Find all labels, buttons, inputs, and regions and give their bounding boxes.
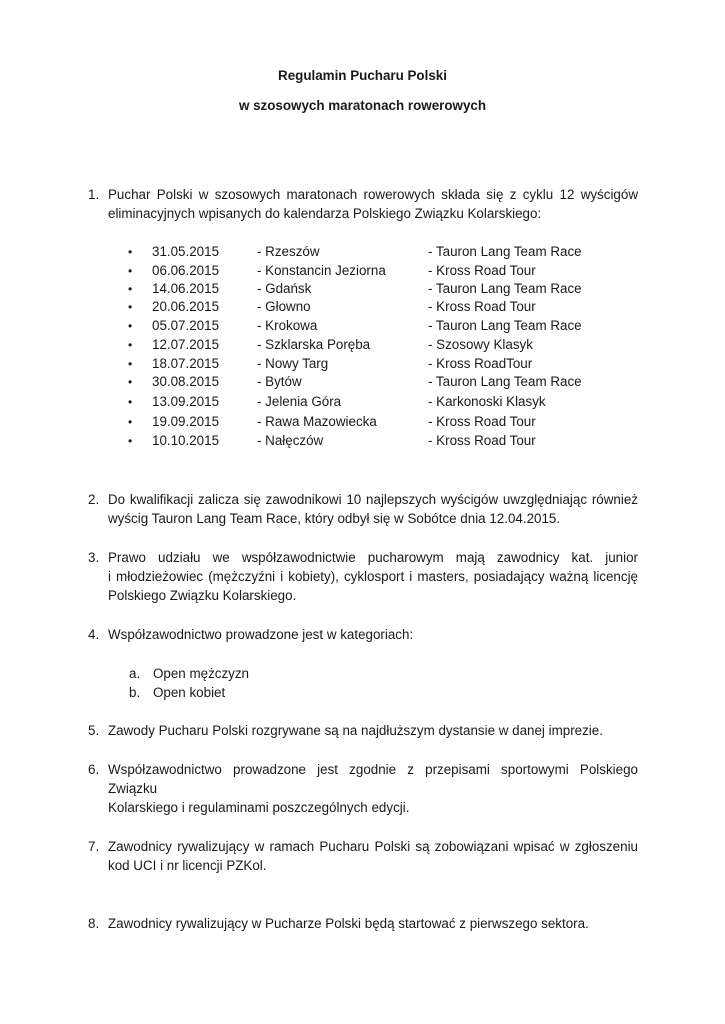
race-place: - Krokowa	[257, 318, 318, 333]
race-place: - Rzeszów	[257, 244, 320, 259]
bullet-icon: •	[128, 415, 133, 429]
rule-6	[88, 760, 638, 817]
race-series: - Tauron Lang Team Race	[428, 374, 582, 389]
bullet-icon: •	[128, 395, 133, 409]
race-series: - Szosowy Klasyk	[428, 337, 533, 352]
rule-7	[88, 837, 638, 875]
category-label: Open mężczyzn	[153, 666, 250, 681]
category-letter: a.	[129, 666, 141, 681]
rule-text-line: Do kwalifikacji zalicza się zawodnikowi 10 najlepszych wyścigów uwzględniając również	[108, 492, 638, 507]
category-label: Open kobiet	[153, 685, 226, 700]
bullet-icon: •	[128, 319, 133, 333]
race-series: - Kross Road Tour	[428, 263, 536, 278]
rule-5	[88, 721, 638, 740]
rule-number: 2.	[88, 492, 100, 507]
race-date: 10.10.2015	[152, 433, 220, 448]
race-place: - Bytów	[257, 374, 302, 389]
category-letter: b.	[129, 685, 141, 700]
document-subtitle: w szosowych maratonach rowerowych	[238, 98, 487, 113]
race-place: - Szklarska Poręba	[257, 337, 371, 352]
rule-text-line: Współzawodnictwo prowadzone jest w kategoriach:	[108, 627, 414, 642]
race-date: 14.06.2015	[152, 281, 220, 296]
rule-4	[88, 625, 638, 644]
rule-number: 1.	[88, 187, 100, 202]
race-place: - Nałęczów	[257, 433, 324, 448]
document-title: Regulamin Pucharu Polski	[278, 68, 447, 83]
race-series: - Kross Road Tour	[428, 433, 536, 448]
bullet-icon: •	[128, 300, 133, 314]
race-series: - Kross RoadTour	[428, 356, 533, 371]
rule-text-line: Zawodnicy rywalizujący w ramach Pucharu Polski są zobowiązani wpisać w zgłoszeniu	[108, 839, 638, 854]
race-series: - Tauron Lang Team Race	[428, 281, 582, 296]
rule-text-line: kod UCI i nr licencji PZKol.	[108, 858, 267, 873]
bullet-icon: •	[128, 434, 133, 448]
race-place: - Rawa Mazowiecka	[257, 414, 377, 429]
rule-number: 3.	[88, 550, 100, 565]
rule-number: 8.	[88, 916, 100, 931]
rule-1	[88, 185, 638, 223]
rule-3	[88, 548, 638, 605]
race-place: - Konstancin Jeziorna	[257, 263, 386, 278]
race-date: 31.05.2015	[152, 244, 220, 259]
bullet-icon: •	[128, 357, 133, 371]
race-date: 12.07.2015	[152, 337, 220, 352]
rule-text-line: wyścig Tauron Lang Team Race, który odbył się w Sobótce dnia 12.04.2015.	[108, 511, 561, 526]
race-date: 13.09.2015	[152, 394, 220, 409]
race-place: - Głowno	[257, 299, 311, 314]
rule-8	[88, 914, 638, 933]
race-date: 05.07.2015	[152, 318, 220, 333]
race-date: 20.06.2015	[152, 299, 220, 314]
bullet-icon: •	[128, 338, 133, 352]
rule-text-line: Prawo udziału we współzawodnictwie pucharowym mają zawodnicy kat. junior	[108, 550, 638, 565]
rule-text-line: Polskiego Związku Kolarskiego.	[108, 588, 297, 603]
race-place: - Gdańsk	[257, 281, 312, 296]
rule-text-line: Kolarskiego i regulaminami poszczególnych edycji.	[108, 800, 410, 815]
race-place: - Jelenia Góra	[257, 394, 342, 409]
bullet-icon: •	[128, 264, 133, 278]
rule-text-line: eliminacyjnych wpisanych do kalendarza Polskiego Związku Kolarskiego:	[108, 206, 542, 221]
rule-number: 5.	[88, 723, 100, 738]
rule-number: 6.	[88, 762, 100, 777]
race-date: 30.08.2015	[152, 374, 220, 389]
bullet-icon: •	[128, 375, 133, 389]
rule-number: 4.	[88, 627, 100, 642]
race-series: - Karkonoski Klasyk	[428, 394, 546, 409]
rule-number: 7.	[88, 839, 100, 854]
bullet-icon: •	[128, 282, 133, 296]
rule-text-line: Zawody Pucharu Polski rozgrywane są na najdłuższym dystansie w danej imprezie.	[108, 723, 603, 738]
bullet-icon: •	[128, 245, 133, 259]
rule-2	[88, 490, 638, 528]
race-place: - Nowy Targ	[257, 356, 329, 371]
race-series: - Tauron Lang Team Race	[428, 318, 582, 333]
race-date: 18.07.2015	[152, 356, 220, 371]
rule-text-line: i młodzieżowiec (mężczyźni i kobiety), cyklosport i masters, posiadający ważną licencję	[108, 569, 638, 584]
rule-text-line: Zawodnicy rywalizujący w Pucharze Polski będą startować z pierwszego sektora.	[108, 916, 589, 931]
race-series: - Tauron Lang Team Race	[428, 244, 582, 259]
race-series: - Kross Road Tour	[428, 414, 536, 429]
rule-text-line: Puchar Polski w szosowych maratonach rowerowych składa się z cyklu 12 wyścigów	[108, 187, 638, 202]
race-date: 06.06.2015	[152, 263, 220, 278]
rule-text-line: Współzawodnictwo prowadzone jest zgodnie z przepisami sportowymi Polskiego Związku	[108, 762, 638, 796]
race-date: 19.09.2015	[152, 414, 220, 429]
race-series: - Kross Road Tour	[428, 299, 536, 314]
